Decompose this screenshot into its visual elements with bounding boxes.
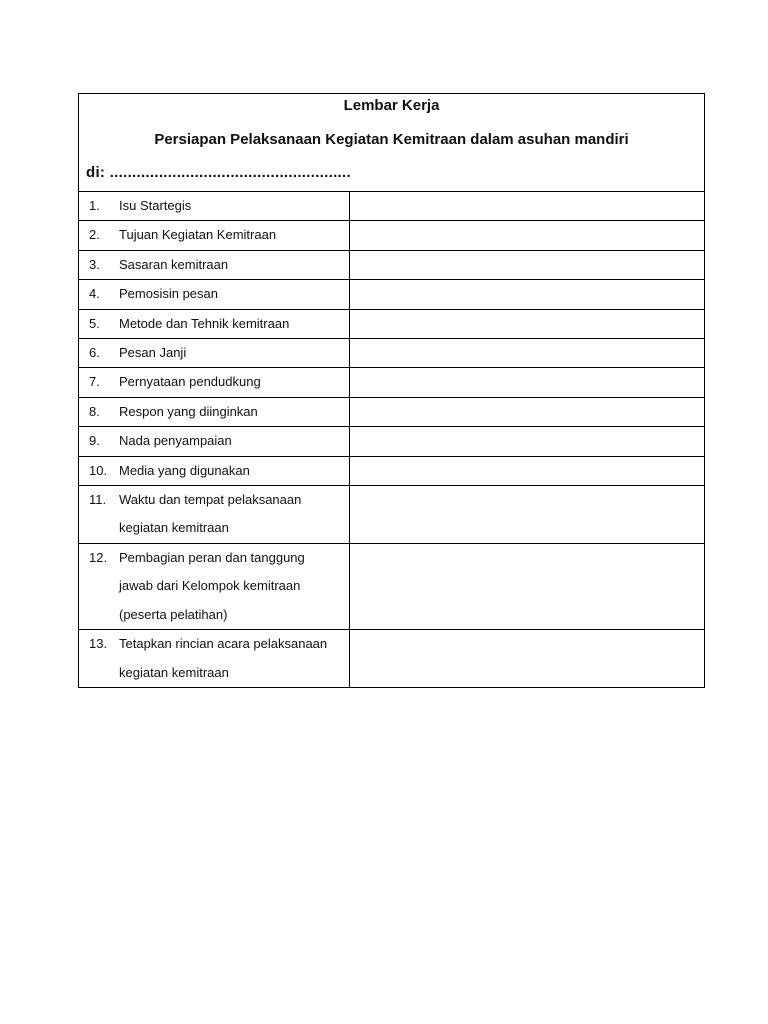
row-label bbox=[119, 339, 349, 367]
row-label bbox=[119, 398, 349, 426]
row-answer-cell[interactable] bbox=[350, 309, 705, 338]
row-label-line: kegiatan kemitraan bbox=[119, 664, 229, 680]
row-label-cell bbox=[79, 397, 350, 426]
location-line: di: ...................................................... bbox=[86, 164, 351, 181]
row-label-cell bbox=[79, 250, 350, 279]
row-answer-cell[interactable] bbox=[350, 456, 705, 485]
row-label bbox=[119, 251, 349, 279]
row-label-line: (peserta pelatihan) bbox=[119, 606, 228, 622]
row-label bbox=[119, 630, 349, 687]
table-row bbox=[79, 543, 704, 629]
row-label-line: Pembagian peran dan tanggung bbox=[119, 549, 305, 565]
row-label-wrapper bbox=[79, 251, 349, 279]
table-row bbox=[79, 486, 704, 544]
row-label-wrapper bbox=[79, 310, 349, 338]
row-answer-cell[interactable] bbox=[350, 339, 705, 368]
row-label bbox=[119, 221, 349, 249]
table-row bbox=[79, 250, 704, 279]
worksheet-rows bbox=[79, 192, 704, 687]
row-label-line: Sasaran kemitraan bbox=[119, 256, 229, 272]
table-row bbox=[79, 280, 704, 309]
row-answer-cell[interactable] bbox=[350, 250, 705, 279]
row-label-cell bbox=[79, 309, 350, 338]
row-label-cell bbox=[79, 192, 350, 221]
row-label-cell bbox=[79, 456, 350, 485]
table-row bbox=[79, 427, 704, 456]
row-label-line: kegiatan kemitraan bbox=[119, 520, 229, 536]
row-label-wrapper bbox=[79, 427, 349, 455]
row-label-wrapper bbox=[79, 544, 349, 629]
table-row bbox=[79, 339, 704, 368]
row-label-wrapper bbox=[79, 398, 349, 426]
row-answer-cell[interactable] bbox=[350, 543, 705, 629]
worksheet-title: Lembar Kerja bbox=[343, 97, 440, 114]
row-number: 9. bbox=[89, 433, 100, 449]
row-label-cell bbox=[79, 221, 350, 250]
row-number: 11. bbox=[89, 492, 107, 508]
row-number: 3. bbox=[89, 256, 100, 272]
row-label-wrapper bbox=[79, 221, 349, 249]
row-label-cell bbox=[79, 543, 350, 629]
row-number: 12. bbox=[89, 549, 108, 565]
row-label bbox=[119, 427, 349, 455]
row-label-line: Pernyataan pendudkung bbox=[119, 374, 261, 390]
row-label-line: Nada penyampaian bbox=[119, 433, 232, 449]
row-label bbox=[119, 368, 349, 396]
row-label bbox=[119, 486, 349, 543]
row-label-line: Isu Startegis bbox=[119, 198, 192, 213]
row-number: 8. bbox=[89, 403, 100, 419]
row-label bbox=[119, 544, 349, 629]
table-row bbox=[79, 221, 704, 250]
row-answer-cell[interactable] bbox=[350, 280, 705, 309]
row-label-cell bbox=[79, 630, 350, 687]
row-label-cell bbox=[79, 280, 350, 309]
row-label-line: jawab dari Kelompok kemitraan bbox=[119, 578, 301, 594]
table-row bbox=[79, 368, 704, 397]
row-answer-cell[interactable] bbox=[350, 368, 705, 397]
worksheet-header bbox=[79, 94, 704, 192]
row-number: 5. bbox=[89, 315, 100, 331]
row-answer-cell[interactable] bbox=[350, 486, 705, 544]
row-label bbox=[119, 310, 349, 338]
row-label-line: Tetapkan rincian acara pelaksanaan bbox=[119, 636, 328, 652]
row-label-wrapper bbox=[79, 339, 349, 367]
row-number: 13. bbox=[89, 636, 108, 652]
row-label-wrapper bbox=[79, 630, 349, 687]
row-number: 7. bbox=[89, 374, 100, 390]
row-answer-cell[interactable] bbox=[350, 192, 705, 221]
row-number: 1. bbox=[89, 198, 100, 213]
row-label-line: Pesan Janji bbox=[119, 345, 187, 361]
row-label-line: Waktu dan tempat pelaksanaan bbox=[119, 492, 302, 508]
row-number: 6. bbox=[89, 345, 100, 361]
row-label-line: Tujuan Kegiatan Kemitraan bbox=[119, 227, 277, 243]
row-label-line: Media yang digunakan bbox=[119, 462, 250, 478]
row-label-line: Respon yang diinginkan bbox=[119, 403, 258, 419]
row-label-wrapper bbox=[79, 486, 349, 543]
row-answer-cell[interactable] bbox=[350, 630, 705, 687]
row-label-wrapper bbox=[79, 457, 349, 485]
table-row bbox=[79, 309, 704, 338]
row-label-cell bbox=[79, 427, 350, 456]
row-label-cell bbox=[79, 486, 350, 544]
row-label-wrapper bbox=[79, 192, 349, 220]
table-row bbox=[79, 456, 704, 485]
row-answer-cell[interactable] bbox=[350, 397, 705, 426]
row-label-line: Pemosisin pesan bbox=[119, 286, 218, 302]
row-answer-cell[interactable] bbox=[350, 427, 705, 456]
row-label bbox=[119, 192, 349, 220]
row-label-line: Metode dan Tehnik kemitraan bbox=[119, 315, 290, 331]
table-row bbox=[79, 192, 704, 221]
row-label-wrapper bbox=[79, 368, 349, 396]
row-answer-cell[interactable] bbox=[350, 221, 705, 250]
worksheet-table bbox=[78, 93, 705, 688]
row-label bbox=[119, 280, 349, 308]
row-label-wrapper bbox=[79, 280, 349, 308]
row-number: 4. bbox=[89, 286, 100, 302]
worksheet-subtitle: Persiapan Pelaksanaan Kegiatan Kemitraan dalam asuhan mandiri bbox=[154, 131, 629, 148]
row-number: 2. bbox=[89, 227, 100, 243]
table-row bbox=[79, 397, 704, 426]
row-label-cell bbox=[79, 368, 350, 397]
table-row bbox=[79, 630, 704, 687]
row-label bbox=[119, 457, 349, 485]
row-label-cell bbox=[79, 339, 350, 368]
row-number: 10. bbox=[89, 462, 108, 478]
